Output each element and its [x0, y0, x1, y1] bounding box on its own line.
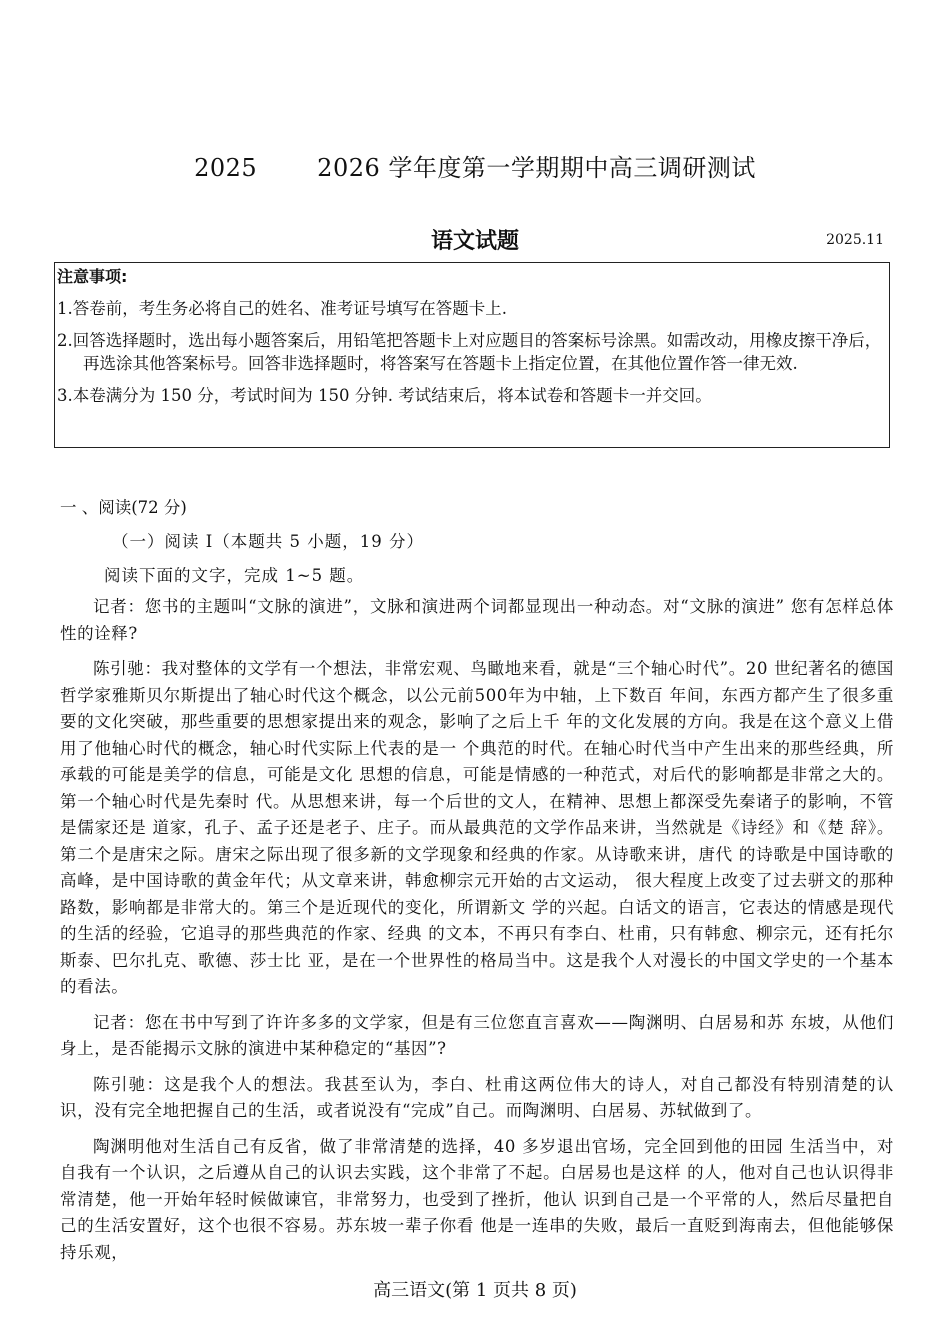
notice-item-number: 3. — [57, 386, 73, 405]
section-heading-reading: 一 、阅读(72 分) — [60, 498, 187, 517]
exam-date: 2025.11 — [826, 232, 884, 248]
notice-item-3 — [57, 384, 885, 407]
title-rest: 2026 学年度第一学期期中高三调研测试 — [317, 154, 756, 182]
subsection-heading-reading-1: （一）阅读 I（本题共 5 小题，19 分） — [112, 532, 424, 551]
reading-instruction: 阅读下面的文字，完成 1~5 题。 — [104, 566, 365, 585]
notice-item-number: 2. — [57, 331, 73, 350]
passage-paragraph-4: 陈引驰：这是我个人的想法。我甚至认为，李白、杜甫这两位伟大的诗人，对自己都没有特别清楚的认识，没有完全地把握自己的生活，或者说没有“完成”自己。而陶渊明、白居易、苏轼做到了。 — [60, 1074, 894, 1120]
notice-item-number: 1. — [57, 299, 73, 318]
notice-item-text: 答卷前，考生务必将自己的姓名、准考证号填写在答题卡上. — [72, 299, 507, 318]
reading-passage — [60, 594, 894, 1275]
notice-item-text: 本卷满分为 150 分，考试时间为 150 分钟. 考试结束后，将本试卷和答题卡一并交回。 — [72, 386, 712, 405]
subject-title: 语文试题 — [430, 228, 519, 254]
title-year-start: 2025 — [194, 154, 258, 182]
notice-heading: 注意事项: — [57, 267, 128, 286]
page-footer: 高三语文(第 1 页共 8 页) — [373, 1280, 577, 1301]
passage-paragraph-3: 记者：您在书中写到了许许多多的文学家，但是有三位您直言喜欢——陶渊明、白居易和苏 东坡，从他们身上，是否能揭示文脉的演进中某种稳定的“基因”? — [60, 1012, 894, 1058]
notice-item-text: 回答选择题时，选出每小题答案后，用铅笔把答题卡上对应题目的答案标号涂黑。如需改动，用橡皮擦干净后，再选涂其他答案标号。回答非选择题时，将答案写在答题卡上指定位置，在其他位置作答一律无效. — [72, 331, 882, 373]
passage-paragraph-2: 陈引驰：我对整体的文学有一个想法，非常宏观、鸟瞰地来看，就是“三个轴心时代”。20 世纪著名的德国哲学家雅斯贝尔斯提出了轴心时代这个概念，以公元前500年为中轴，上下数百 年间，东西方都产生了很多重要的文化突破，那些重要的思想家提出来的观念，影响了之后上千 年的文化发展的方向。我是在这个意义上借用了他轴心时代的概念，轴心时代实际上代表的是一 个典范的时代。在轴心时代当中产生出来的那些经典，所承载的可能是美学的信息，可能是文化 思想的信息，可能是情感的一种范式，对后代的影响都是非常之大的。第一个轴心时代是先秦时 代。从思想来讲，每一个后世的文人，在精神、思想上都深受先秦诸子的影响，不管是儒家还是 道家，孔子、孟子还是老子、庄子。而从最典范的文学作品来讲，当然就是《诗经》和《楚 辞》。第二个是唐宋之际。唐宋之际出现了很多新的文学现象和经典的作家。从诗歌来讲，唐代 的诗歌是中国诗歌的高峰，是中国诗歌的黄金年代；从文章来讲，韩愈柳宗元开始的古文运动， 很大程度上改变了过去骈文的那种路数，影响都是非常大的。第三个是近现代的变化，所谓新文 学的兴起。白话文的语言，它表达的情感是现代的生活的经验，它追寻的那些典范的作家、经典 的文本，不再只有李白、杜甫，只有韩愈、柳宗元，还有托尔斯泰、巴尔扎克、歌德、莎士比 亚，是在一个世界性的格局当中。这是我个人对漫长的中国文学史的一个基本的看法。 — [60, 659, 894, 996]
notice-box — [54, 262, 890, 448]
passage-paragraph-5: 陶渊明他对生活自己有反省，做了非常清楚的选择，40 多岁退出官场，完全回到他的田园 生活当中，对自我有一个认识，之后遵从自己的认识去实践，这个非常了不起。白居易也是这样 的人，他对自己也认识得非常清楚，他一开始年轻时候做谏官，非常努力，也受到了挫折，他认 识到自己是一个平常的人，然后尽量把自己的生活安置好，这个也很不容易。苏东坡一辈子你看 他是一连串的失败，最后一直贬到海南去，但他能够保持乐观， — [60, 1136, 894, 1262]
notice-item-2 — [57, 329, 885, 375]
passage-paragraph-1: 记者：您书的主题叫“文脉的演进”，文脉和演进两个词都显现出一种动态。对“文脉的演进” 您有怎样总体性的诠释? — [60, 597, 894, 643]
notice-item-1 — [57, 297, 885, 320]
exam-title — [0, 148, 950, 183]
